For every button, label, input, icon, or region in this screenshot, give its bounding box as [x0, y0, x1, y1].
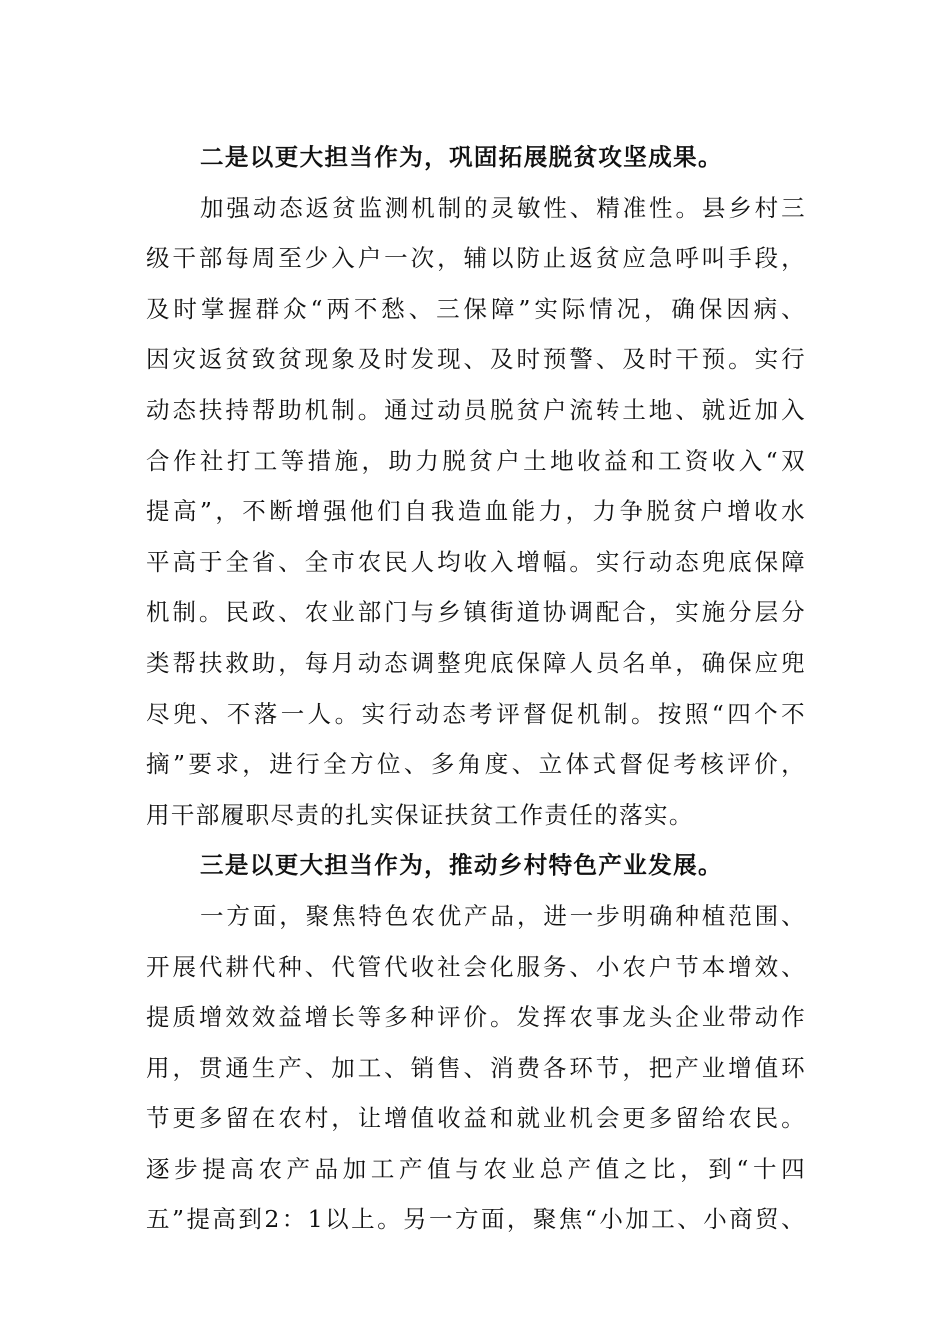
paragraph-line: 摘”要求，进行全方位、多角度、立体式督促考核评价， — [146, 750, 806, 779]
paragraph-line: 机制。民政、农业部门与乡镇街道协调配合，实施分层分 — [146, 598, 806, 627]
paragraph-line: 五”提高到2：1以上。另一方面，聚焦“小加工、小商贸、 — [146, 1205, 806, 1234]
paragraph-line: 动态扶持帮助机制。通过动员脱贫户流转土地、就近加入 — [146, 395, 806, 424]
paragraph-line: 合作社打工等措施，助力脱贫户土地收益和工资收入“双 — [146, 446, 806, 475]
paragraph-line: 用，贯通生产、加工、销售、消费各环节，把产业增值环 — [146, 1053, 806, 1082]
paragraph-line: 加强动态返贫监测机制的灵敏性、精准性。县乡村三 — [200, 193, 806, 222]
section-heading-3: 三是以更大担当作为，推动乡村特色产业发展。 — [200, 851, 723, 880]
paragraph-line: 级干部每周至少入户一次，辅以防止返贫应急呼叫手段， — [146, 244, 806, 273]
paragraph-line: 提高”，不断增强他们自我造血能力，力争脱贫户增收水 — [146, 497, 806, 526]
paragraph-line: 尽兜、不落一人。实行动态考评督促机制。按照“四个不 — [146, 699, 806, 728]
paragraph-line: 开展代耕代种、代管代收社会化服务、小农户节本增效、 — [146, 952, 806, 981]
paragraph-line: 及时掌握群众“两不愁、三保障”实际情况，确保因病、 — [146, 294, 806, 323]
paragraph-line: 提质增效效益增长等多种评价。发挥农事龙头企业带动作 — [146, 1003, 806, 1032]
paragraph-line: 节更多留在农村，让增值收益和就业机会更多留给农民。 — [146, 1104, 806, 1133]
paragraph-line-last: 用干部履职尽责的扎实保证扶贫工作责任的落实。 — [146, 800, 694, 829]
paragraph-line: 类帮扶救助，每月动态调整兜底保障人员名单，确保应兜 — [146, 648, 806, 677]
paragraph-line: 一方面，聚焦特色农优产品，进一步明确种植范围、 — [200, 901, 806, 930]
document-page — [146, 132, 806, 1245]
section-heading-2: 二是以更大担当作为，巩固拓展脱贫攻坚成果。 — [200, 143, 723, 171]
paragraph-line: 逐步提高农产品加工产值与农业总产值之比，到“十四 — [146, 1154, 806, 1183]
paragraph-line: 平高于全省、全市农民人均收入增幅。实行动态兜底保障 — [146, 547, 806, 576]
paragraph-line: 因灾返贫致贫现象及时发现、及时预警、及时干预。实行 — [146, 345, 806, 374]
